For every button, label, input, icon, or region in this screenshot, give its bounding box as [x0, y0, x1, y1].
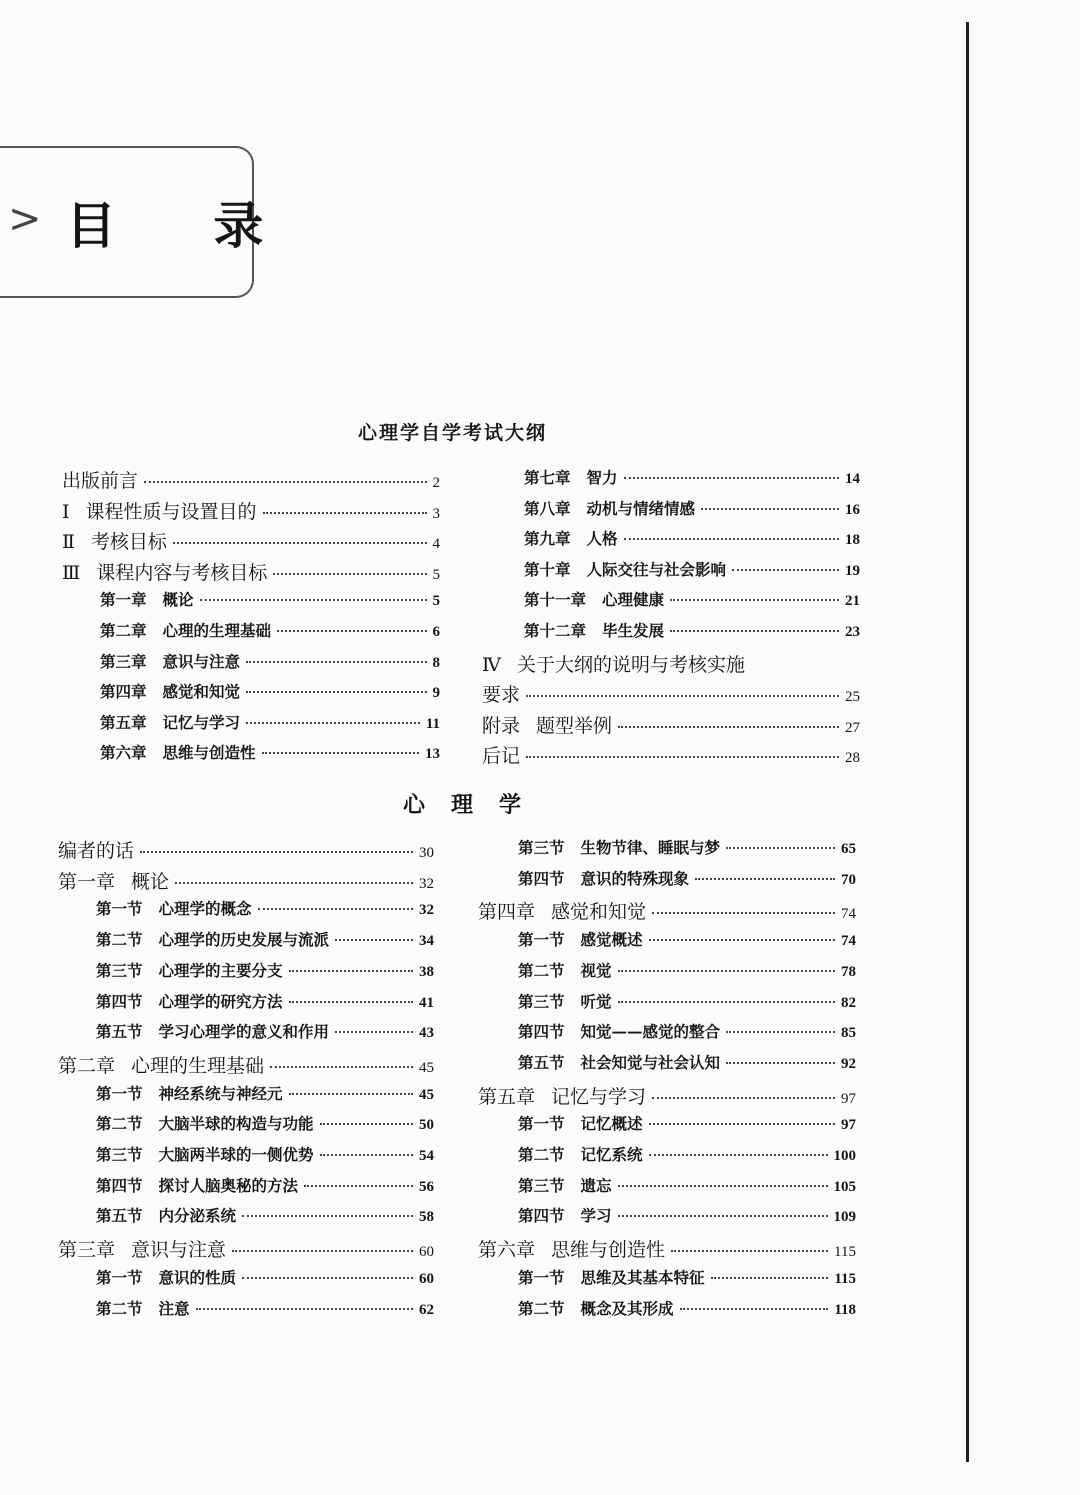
toc-leader-dots	[246, 661, 426, 663]
toc-entry-number: Ⅱ	[62, 531, 75, 554]
toc-entry-title: 大脑半球的构造与功能	[158, 1114, 314, 1134]
toc-entry-number: 第三章	[58, 1239, 116, 1262]
toc-entry[interactable]	[96, 959, 434, 981]
toc-entry-number: 第七章	[524, 468, 571, 487]
toc-entry-page: 74	[841, 906, 856, 923]
toc-entry-title: 记忆概述	[580, 1114, 643, 1134]
toc-entry-number: 第三章	[100, 651, 147, 671]
toc-entry-title: 意识的性质	[158, 1267, 237, 1287]
toc-entry-page: 27	[845, 719, 860, 736]
toc-entry-page: 97	[841, 1090, 856, 1107]
toc-entry-number: 第五章	[100, 712, 147, 732]
toc-entry-title: 内分泌系统	[158, 1206, 237, 1226]
toc-entry-page: 54	[419, 1148, 434, 1164]
toc-leader-dots	[649, 939, 835, 941]
toc-leader-dots	[526, 756, 839, 758]
toc-entry[interactable]	[96, 1266, 434, 1288]
toc-entry-number: Ⅲ	[62, 561, 81, 584]
toc-entry[interactable]	[58, 1051, 434, 1078]
toc-entry-page: 5	[432, 566, 440, 583]
toc-entry[interactable]	[96, 1297, 434, 1319]
toc-leader-dots	[671, 1250, 828, 1252]
page-title: 目 录	[66, 196, 304, 255]
toc-entry[interactable]	[100, 619, 440, 641]
toc-entry-page: 56	[419, 1178, 434, 1195]
toc-leader-dots	[618, 1185, 828, 1187]
toc-entry-page: 21	[845, 593, 860, 610]
toc-entry-number: 第二节	[96, 1298, 143, 1318]
toc-entry-title: 生物节律、睡眠与梦	[580, 838, 721, 857]
toc-entry-title: 社会知觉与社会认知	[580, 1052, 721, 1072]
toc-entry[interactable]	[100, 650, 440, 672]
toc-entry-page: 34	[419, 933, 434, 950]
toc-leader-dots	[320, 1154, 413, 1156]
toc-entry[interactable]	[518, 867, 856, 889]
toc-entry[interactable]	[62, 466, 440, 493]
toc-entry[interactable]	[518, 1174, 856, 1196]
toc-entry-page: 16	[845, 501, 860, 518]
toc-entry-title: 学习	[580, 1206, 612, 1226]
toc-entry-title: 注意	[158, 1298, 190, 1318]
toc-entry-number: 第四章	[100, 682, 147, 702]
toc-entry-number: 第六章	[478, 1239, 536, 1262]
toc-entry-page: 38	[419, 963, 434, 980]
toc-entry-page: 18	[845, 532, 860, 549]
toc-entry-title: 关于大纲的说明与考核实施	[516, 653, 745, 676]
toc-entry[interactable]	[62, 558, 440, 585]
toc-entry-number: 第九章	[524, 529, 571, 549]
section-title-psychology: 心 理 学	[403, 792, 524, 818]
toc-entry-number: 第三节	[96, 960, 143, 980]
toc-entry-number: 第一节	[518, 1267, 565, 1287]
toc-leader-dots	[258, 908, 413, 910]
toc-entry-title: 记忆系统	[580, 1145, 643, 1164]
toc-entry-title: 题型举例	[536, 714, 613, 737]
toc-entry-title: 人际交往与社会影响	[586, 559, 727, 579]
toc-leader-dots	[680, 1308, 829, 1310]
toc-entry-title: 思维与创造性	[551, 1239, 666, 1262]
toc-entry-page: 62	[419, 1301, 434, 1318]
toc-leader-dots	[246, 722, 420, 724]
toc-entry-number: 第二节	[518, 960, 565, 980]
toc-leader-dots	[701, 508, 839, 510]
toc-entry[interactable]	[96, 928, 434, 950]
toc-entry-title: 视觉	[580, 960, 612, 980]
toc-entry-number: 第一章	[100, 590, 147, 610]
toc-entry-page: 109	[833, 1209, 856, 1226]
toc-leader-dots	[624, 477, 839, 479]
toc-entry[interactable]	[518, 1051, 856, 1073]
toc-entry-number: 第五节	[96, 1022, 143, 1042]
toc-leader-dots	[289, 1001, 413, 1003]
toc-leader-dots	[649, 1154, 828, 1156]
toc-entry-title: 心理学的概念	[158, 899, 252, 919]
toc-entry[interactable]	[524, 619, 860, 641]
toc-entry-number: 第五节	[518, 1052, 565, 1072]
toc-leader-dots	[270, 1066, 413, 1068]
toc-entry-number: 第一节	[518, 1114, 565, 1134]
toc-entry-number: 第四节	[518, 1206, 565, 1226]
toc-leader-dots	[200, 599, 427, 601]
toc-entry-page: 4	[432, 536, 440, 553]
toc-leader-dots	[726, 1031, 835, 1033]
toc-entry-page: 65	[841, 841, 856, 857]
toc-entry-title: 概念及其形成	[580, 1298, 674, 1318]
toc-leader-dots	[711, 1277, 829, 1279]
toc-entry-page: 60	[419, 1270, 434, 1287]
toc-entry-page: 70	[841, 871, 856, 888]
toc-leader-dots	[175, 882, 413, 884]
toc-entry-page: 82	[841, 994, 856, 1011]
toc-leader-dots	[618, 1215, 828, 1217]
toc-entry-number: 第二节	[518, 1298, 565, 1318]
toc-leader-dots	[335, 939, 413, 941]
toc-leader-dots	[652, 912, 835, 914]
toc-entry[interactable]	[524, 527, 860, 549]
toc-entry[interactable]	[100, 741, 440, 763]
toc-entry-page: 50	[419, 1117, 434, 1134]
toc-entry[interactable]	[62, 527, 440, 554]
toc-entry[interactable]	[96, 1174, 434, 1196]
toc-entry-number: 第一节	[96, 899, 143, 919]
toc-entry[interactable]	[96, 897, 434, 919]
toc-entry-page: 78	[841, 963, 856, 980]
toc-leader-dots	[273, 573, 426, 575]
toc-leader-dots	[618, 970, 835, 972]
toc-entry[interactable]	[518, 1020, 856, 1042]
toc-entry-page: 6	[432, 624, 440, 640]
toc-leader-dots	[526, 695, 839, 697]
toc-entry-page: 41	[419, 994, 434, 1011]
toc-leader-dots	[618, 1001, 835, 1003]
toc-entry-number: 第三节	[518, 838, 565, 857]
toc-entry-page: 13	[425, 746, 440, 763]
toc-entry-title: 考核目标	[90, 531, 167, 554]
toc-entry-title: 概论	[131, 870, 170, 893]
toc-leader-dots	[652, 1097, 835, 1099]
toc-entry[interactable]	[482, 650, 860, 677]
toc-leader-dots	[695, 878, 835, 880]
toc-entry-page: 25	[845, 689, 860, 706]
toc-leader-dots	[289, 970, 413, 972]
toc-leader-dots	[246, 691, 426, 693]
toc-leader-dots	[277, 630, 426, 632]
toc-leader-dots	[140, 851, 413, 853]
toc-entry[interactable]	[518, 836, 856, 858]
toc-entry-title: 意识与注意	[162, 651, 241, 671]
toc-entry[interactable]	[96, 1143, 434, 1165]
toc-entry-page: 43	[419, 1025, 434, 1042]
toc-entry-number: 第四节	[96, 1175, 143, 1195]
toc-entry-number: 第四节	[518, 1022, 565, 1042]
toc-entry-number: 第二节	[96, 1114, 143, 1134]
toc-entry-title: 后记	[482, 745, 521, 768]
toc-entry[interactable]	[518, 1266, 856, 1288]
toc-entry-number: 第一节	[96, 1083, 143, 1103]
toc-entry[interactable]	[524, 588, 860, 610]
toc-entry-number: 第五章	[478, 1085, 536, 1108]
toc-entry[interactable]	[518, 959, 856, 981]
toc-entry[interactable]	[58, 836, 434, 863]
toc-entry-page: 14	[845, 471, 860, 487]
toc-entry-number: 第四节	[96, 991, 143, 1011]
toc-entry-page: 28	[845, 750, 860, 767]
toc-entry[interactable]	[100, 680, 440, 702]
toc-entry[interactable]	[518, 990, 856, 1012]
toc-entry-title: 知觉——感觉的整合	[580, 1022, 721, 1042]
toc-leader-dots	[232, 1250, 413, 1252]
toc-leader-dots	[304, 1185, 413, 1187]
toc-entry[interactable]	[62, 497, 440, 524]
toc-entry-title: 概论	[162, 590, 194, 610]
page-edge-line	[966, 22, 969, 1462]
toc-entry[interactable]	[518, 1112, 856, 1134]
toc-entry[interactable]	[524, 497, 860, 519]
toc-leader-dots	[289, 1093, 413, 1095]
toc-leader-dots	[670, 630, 839, 632]
toc-entry-page: 118	[834, 1301, 856, 1318]
toc-entry-number: 第五节	[96, 1206, 143, 1226]
toc-entry[interactable]	[518, 1297, 856, 1319]
toc-entry-number: 第三节	[96, 1145, 143, 1164]
toc-entry[interactable]	[96, 990, 434, 1012]
toc-entry-number: 第三节	[518, 991, 565, 1011]
toc-entry-title: 思维及其基本特征	[580, 1267, 705, 1287]
toc-entry[interactable]	[58, 1235, 434, 1262]
toc-entry-number: 第十二章	[524, 621, 587, 640]
toc-entry[interactable]	[58, 867, 434, 894]
toc-entry-page: 100	[833, 1148, 856, 1164]
toc-entry-title: 智力	[586, 468, 618, 487]
toc-entry-title: 意识的特殊现象	[580, 868, 690, 888]
toc-entry-title: 心理学的主要分支	[158, 960, 283, 980]
toc-entry-number: 附录	[482, 714, 521, 737]
toc-entry[interactable]	[100, 588, 440, 610]
toc-entry-number: 第二章	[100, 621, 147, 640]
toc-entry-number: 第六章	[100, 743, 147, 763]
toc-entry-number: Ⅰ	[62, 500, 70, 523]
toc-entry-number: 第二节	[518, 1145, 565, 1164]
toc-entry-title: 思维与创造性	[162, 743, 256, 763]
toc-entry-number: 第一节	[518, 930, 565, 950]
toc-entry-page: 9	[432, 685, 440, 702]
toc-entry-title: 记忆与学习	[162, 712, 241, 732]
toc-entry-title: 感觉和知觉	[162, 682, 241, 702]
toc-entry-title: 记忆与学习	[551, 1085, 647, 1108]
toc-entry-page: 60	[419, 1244, 434, 1261]
toc-entry-page: 19	[845, 562, 860, 579]
toc-entry-page: 45	[419, 1086, 434, 1103]
toc-leader-dots	[242, 1215, 413, 1217]
toc-entry-title: 感觉和知觉	[551, 901, 647, 924]
toc-leader-dots	[335, 1031, 413, 1033]
toc-entry[interactable]	[524, 466, 860, 488]
toc-entry-page: 97	[841, 1117, 856, 1134]
toc-entry-page: 3	[432, 505, 440, 522]
toc-leader-dots	[618, 726, 839, 728]
toc-entry-title: 学习心理学的意义和作用	[158, 1022, 330, 1042]
toc-entry-title: 遗忘	[580, 1175, 612, 1195]
toc-entry-page: 32	[419, 902, 434, 919]
toc-entry-number: 第八章	[524, 498, 571, 518]
toc-entry-title: 心理的生理基础	[162, 621, 272, 640]
toc-entry-title: 人格	[586, 529, 618, 549]
toc-entry-page: 2	[432, 475, 440, 491]
toc-leader-dots	[624, 538, 839, 540]
toc-entry-page: 8	[432, 654, 440, 671]
toc-entry[interactable]	[518, 1143, 856, 1165]
toc-entry-title: 心理学的历史发展与流派	[158, 930, 330, 950]
toc-entry[interactable]	[518, 928, 856, 950]
toc-entry-page: 85	[841, 1025, 856, 1042]
toc-entry-number: 第三节	[518, 1175, 565, 1195]
toc-entry[interactable]	[96, 1112, 434, 1134]
toc-entry[interactable]	[482, 741, 860, 768]
toc-entry-number: 第二节	[96, 930, 143, 950]
toc-leader-dots	[242, 1277, 413, 1279]
toc-entry[interactable]	[96, 1082, 434, 1104]
toc-leader-dots	[173, 542, 427, 544]
toc-entry-page: 45	[419, 1059, 434, 1076]
toc-leader-dots	[196, 1308, 413, 1310]
toc-entry-number: Ⅳ	[482, 653, 501, 676]
toc-entry-number: 第一节	[96, 1267, 143, 1287]
header-arrow-icon: >	[8, 196, 42, 242]
toc-entry-title: 大脑两半球的一侧优势	[158, 1145, 314, 1164]
toc-entry-page: 30	[419, 845, 434, 861]
toc-leader-dots	[670, 599, 839, 601]
toc-entry-page: 11	[425, 715, 440, 732]
toc-entry-number: 第十章	[524, 559, 571, 579]
toc-entry-title: 出版前言	[62, 470, 139, 492]
toc-entry-title: 心理健康	[602, 590, 665, 610]
toc-entry-page: 115	[834, 1244, 856, 1261]
toc-entry-title: 探讨人脑奥秘的方法	[158, 1175, 299, 1195]
toc-entry-page: 5	[432, 593, 440, 610]
toc-entry[interactable]	[478, 897, 856, 924]
toc-entry-number: 第四节	[518, 868, 565, 888]
toc-leader-dots	[262, 752, 419, 754]
toc-entry-page: 92	[841, 1055, 856, 1072]
toc-entry[interactable]	[524, 558, 860, 580]
toc-entry-number: 第十一章	[524, 590, 587, 610]
toc-entry-page: 74	[841, 933, 856, 950]
toc-entry[interactable]	[482, 680, 860, 707]
toc-entry-title: 动机与情绪情感	[586, 498, 696, 518]
toc-entry-title: 神经系统与神经元	[158, 1083, 283, 1103]
toc-entry-title: 要求	[482, 684, 521, 707]
toc-leader-dots	[732, 569, 839, 571]
toc-entry-title: 毕生发展	[602, 621, 665, 640]
toc-entry-title: 课程内容与考核目标	[96, 561, 268, 584]
toc-entry-title: 意识与注意	[131, 1239, 227, 1262]
toc-entry-page: 32	[419, 875, 434, 892]
toc-entry-number: 第二章	[58, 1054, 116, 1077]
toc-leader-dots	[726, 847, 835, 849]
toc-leader-dots	[263, 512, 427, 514]
toc-entry-title: 心理学的研究方法	[158, 991, 283, 1011]
toc-leader-dots	[144, 481, 426, 483]
toc-entry[interactable]	[482, 711, 860, 738]
toc-entry[interactable]	[478, 1082, 856, 1109]
toc-entry-page: 105	[833, 1178, 856, 1195]
toc-entry-page: 115	[834, 1270, 856, 1287]
toc-leader-dots	[649, 1123, 835, 1125]
toc-entry[interactable]	[100, 711, 440, 733]
toc-entry-title: 心理的生理基础	[131, 1054, 265, 1077]
toc-entry-title: 感觉概述	[580, 930, 643, 950]
toc-leader-dots	[726, 1062, 835, 1064]
toc-entry[interactable]	[478, 1235, 856, 1262]
toc-entry[interactable]	[518, 1204, 856, 1226]
toc-entry-number: 第一章	[58, 870, 116, 893]
toc-entry[interactable]	[96, 1020, 434, 1042]
toc-entry-number: 第四章	[478, 901, 536, 924]
toc-entry[interactable]	[96, 1204, 434, 1226]
toc-entry-title: 听觉	[580, 991, 612, 1011]
toc-entry-page: 58	[419, 1209, 434, 1226]
toc-leader-dots	[320, 1123, 413, 1125]
toc-entry-title: 课程性质与设置目的	[85, 500, 257, 523]
toc-entry-title: 编者的话	[58, 840, 135, 862]
section-title-syllabus: 心理学自学考试大纲	[358, 422, 548, 444]
toc-entry-page: 23	[845, 624, 860, 640]
